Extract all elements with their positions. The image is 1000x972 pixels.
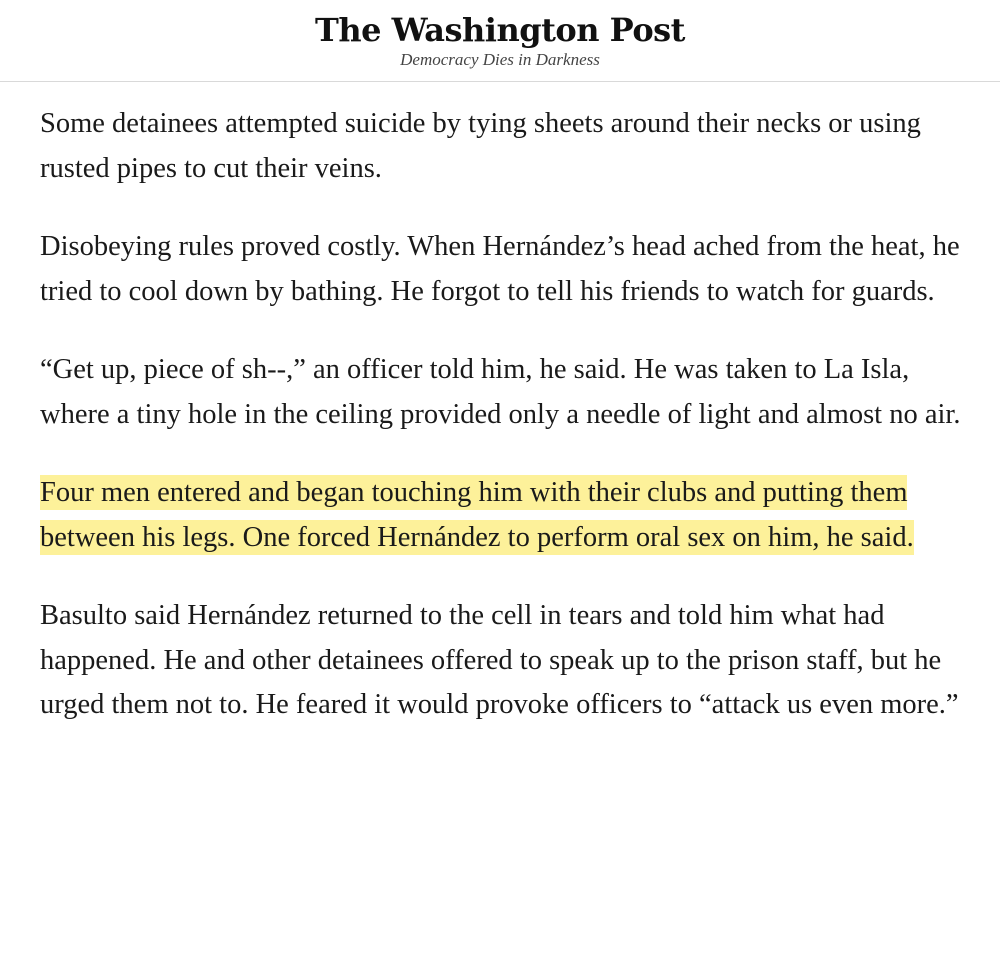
washington-post-logo[interactable]: The Washington Post: [315, 11, 685, 49]
article-paragraph: [40, 594, 970, 728]
article-paragraph: [40, 225, 970, 314]
article-paragraph: [40, 102, 970, 191]
paragraph-text: Basulto said Hernández returned to the cell in tears and told him what had happened. He and other detainees offered to speak up to the prison staff, but he urged them not to. He feared it would provoke officers to “attack us even more.”: [40, 600, 959, 720]
masthead: [0, 0, 1000, 82]
highlighted-text: Four men entered and began touching him with their clubs and putting them between his legs. One forced Hernández to perform oral sex on him, he said.: [40, 477, 914, 553]
paragraph-text: “Get up, piece of sh--,” an officer told him, he said. He was taken to La Isla, where a tiny hole in the ceiling provided only a needle of light and almost no air.: [40, 354, 961, 430]
article-body: [40, 102, 970, 762]
paragraph-text: Some detainees attempted suicide by tying sheets around their necks or using rusted pipes to cut their veins.: [40, 108, 921, 184]
highlighted-paragraph: [40, 471, 970, 560]
paragraph-text: Disobeying rules proved costly. When Hernández’s head ached from the heat, he tried to cool down by bathing. He forgot to tell his friends to watch for guards.: [40, 231, 960, 307]
article-paragraph: [40, 348, 970, 437]
tagline: Democracy Dies in Darkness: [400, 50, 600, 69]
